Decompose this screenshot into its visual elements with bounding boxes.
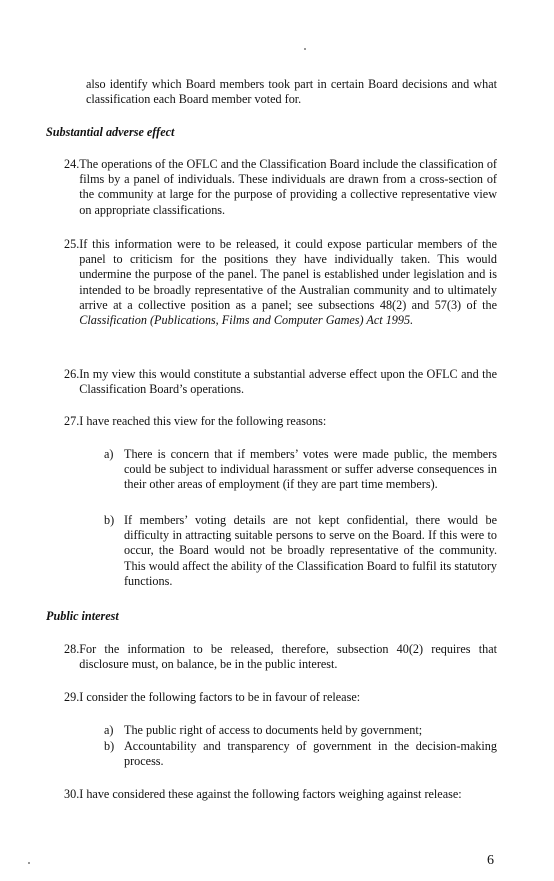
paragraph-28 <box>64 642 497 672</box>
list-item-27a <box>104 447 497 493</box>
list-item-text: If members’ voting details are not kept confidential, there would be difficulty in attracting suitable persons to serve on the Board. If this were to occur, the Board would not be broadly representative of the community. This would affect the ability of the Classification Board to fulfil its statutory functions. <box>124 513 497 588</box>
list-item-27b <box>104 513 497 589</box>
paragraph-number: 26. <box>64 367 80 381</box>
paragraph-number: 27. <box>64 414 80 428</box>
section-heading-public-interest: Public interest <box>46 609 119 623</box>
list-item-text: There is concern that if members’ votes were made public, the members could be subject to individual harassment or suffer adverse consequences in their other areas of employment (if they are part time members). <box>124 447 497 492</box>
paragraph-number: 25. <box>64 237 80 251</box>
paragraph-text: I have considered these against the following factors weighing against release: <box>79 787 462 801</box>
paragraph-number: 24. <box>64 157 80 171</box>
paragraph-text-main: If this information were to be released, it could expose particular members of the panel to criticism for the positions they have individually taken. This would undermine the purpose of the panel. The panel is established under legislation and is intended to be broadly representative of the Australian community and to ultimately arrive at a collective position as a panel; see subsections 48(2) and 57(3) of the <box>79 237 497 312</box>
paragraph-29 <box>64 690 497 705</box>
list-item-text: Accountability and transparency of government in the decision-making process. <box>124 739 497 769</box>
paragraph-27 <box>64 414 497 429</box>
paragraph-number: 29. <box>64 690 80 704</box>
list-item-text: The public right of access to documents held by government; <box>124 723 423 737</box>
paragraph-text: The operations of the OFLC and the Classification Board include the classification of films by a panel of individuals. These individuals are drawn from a cross-section of the community at large for the purpose of providing a collective representative view on appropriate classifications. <box>79 157 497 217</box>
list-item-letter: a) <box>104 723 114 737</box>
intro-paragraph: also identify which Board members took part in certain Board decisions and what classification each Board member voted for. <box>86 77 497 107</box>
paragraph-25 <box>64 237 497 328</box>
paragraph-text: In my view this would constitute a substantial adverse effect upon the OFLC and the Classification Board’s operations. <box>79 367 497 397</box>
paragraph-text <box>79 237 497 328</box>
paragraph-26 <box>64 367 497 397</box>
paragraph-number: 28. <box>64 642 80 656</box>
list-item-letter: a) <box>104 447 114 461</box>
paragraph-text: For the information to be released, therefore, subsection 40(2) requires that disclosure must, on balance, be in the public interest. <box>79 642 497 672</box>
list-item-29b <box>104 739 497 769</box>
list-item-letter: b) <box>104 739 115 753</box>
scan-speck <box>28 862 30 864</box>
act-title: Classification (Publications, Films and Computer Games) Act 1995. <box>79 313 414 328</box>
paragraph-text: I consider the following factors to be in favour of release: <box>79 690 361 704</box>
list-item-letter: b) <box>104 513 115 527</box>
paragraph-24 <box>64 157 497 218</box>
section-heading-substantial-adverse-effect: Substantial adverse effect <box>46 125 175 139</box>
paragraph-30 <box>64 787 497 802</box>
scan-speck <box>304 48 306 50</box>
paragraph-text: I have reached this view for the following reasons: <box>79 414 327 428</box>
paragraph-number: 30. <box>64 787 80 801</box>
list-item-29a <box>104 723 497 738</box>
page-number: 6 <box>487 853 494 868</box>
